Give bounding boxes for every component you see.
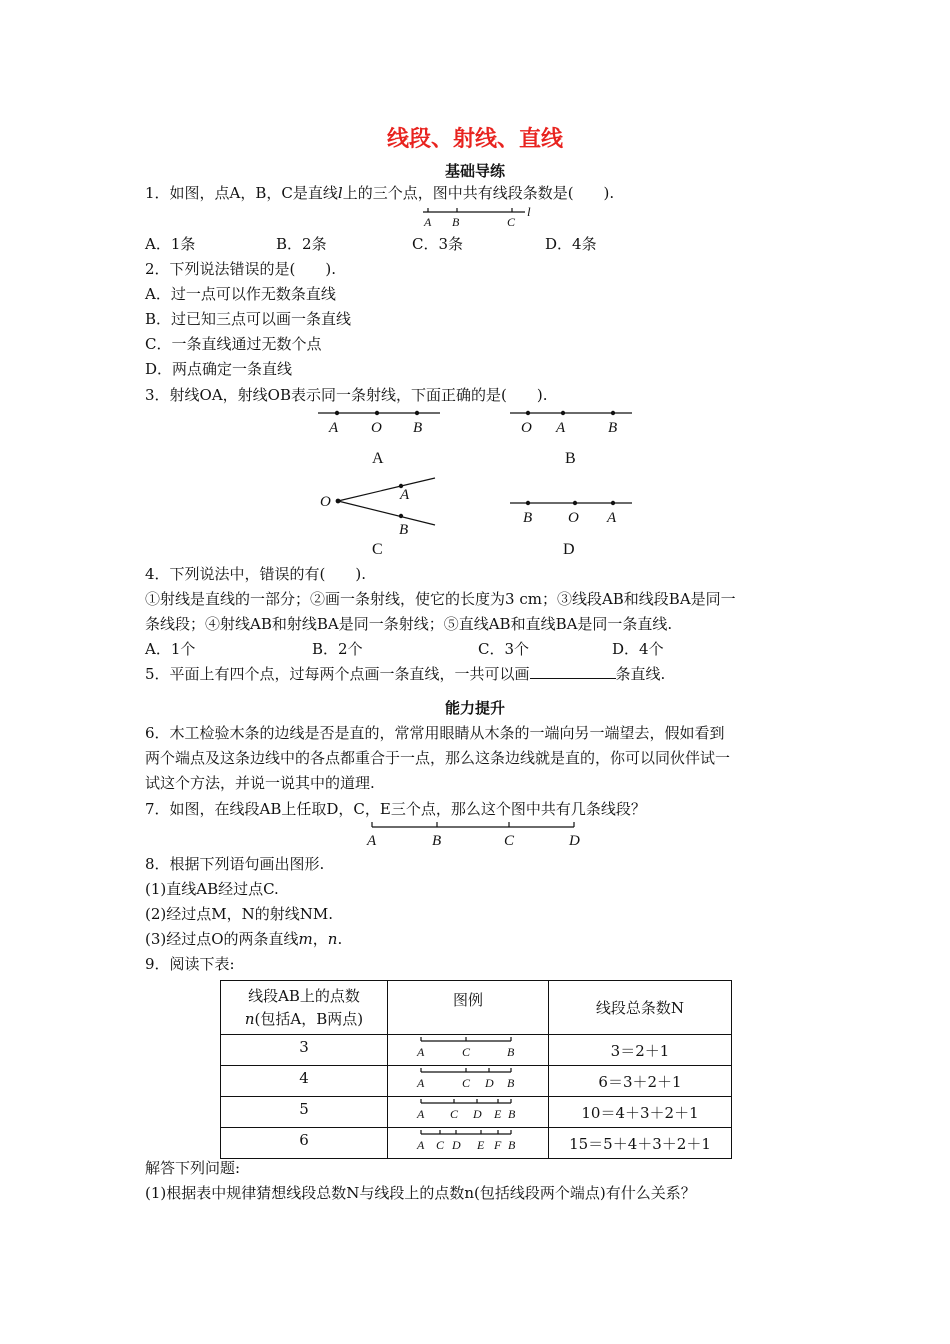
table-row <box>221 1097 732 1128</box>
header-total-segments: 线段总条数N <box>549 981 732 1035</box>
point-label-d: D <box>569 833 580 849</box>
segment-diagram-3 <box>413 1035 523 1061</box>
point-label-c: C <box>504 833 515 849</box>
fig-d-label-b: B <box>523 510 533 526</box>
question-4-option-c: C．3个 <box>478 640 530 658</box>
point-label: C <box>462 1076 471 1090</box>
fig-d-dot-a <box>611 501 615 505</box>
question-8-item-3: (3)经过点O的两条直线m，n. <box>145 930 343 948</box>
points-segments-table <box>220 980 732 1159</box>
fig-b-dot-o <box>526 411 530 415</box>
point-label-b: B <box>452 215 460 229</box>
fig-a-label-b: B <box>413 420 423 436</box>
row-diagram <box>388 1035 549 1066</box>
question-7-figure <box>360 818 590 852</box>
fig-d-dot-b <box>526 501 530 505</box>
fig-b-caption: B <box>565 450 576 467</box>
question-5-stem: 5．平面上有四个点，过每两个点画一条直线，一共可以画 条直线. <box>145 665 666 683</box>
fig-c-label-o: O <box>320 494 331 510</box>
point-label: D <box>452 1138 461 1152</box>
row-total: 3＝2＋1 <box>549 1035 732 1066</box>
table-row <box>221 1128 732 1159</box>
fig-a-dot-a <box>335 411 339 415</box>
point-label: F <box>494 1138 502 1152</box>
segment-diagram-4 <box>413 1066 523 1092</box>
point-label: A <box>417 1138 425 1152</box>
question-2-option-b: B．过已知三点可以画一条直线 <box>145 310 352 328</box>
row-point-count: 4 <box>221 1066 388 1097</box>
point-label: C <box>450 1107 459 1121</box>
row-total: 15＝5＋4＋3＋2＋1 <box>549 1128 732 1159</box>
row-diagram <box>388 1066 549 1097</box>
fig-d-label-o: O <box>568 510 579 526</box>
fig-d-dot-o <box>573 501 577 505</box>
segment-diagram-5 <box>413 1097 523 1123</box>
fig-d-caption: D <box>563 541 575 558</box>
point-label: D <box>485 1076 494 1090</box>
question-9-instructions: 解答下列问题: <box>145 1159 241 1177</box>
question-2-option-a: A．过一点可以作无数条直线 <box>145 285 336 303</box>
table-header-row <box>221 981 732 1035</box>
row-point-count: 5 <box>221 1097 388 1128</box>
point-label-a: A <box>424 215 432 229</box>
page-title: 线段、射线、直线 <box>386 127 563 152</box>
fig-c-ray-oa <box>338 478 435 501</box>
fig-c-label-b: B <box>399 522 409 538</box>
fig-d-label-a: A <box>607 510 617 526</box>
header-point-count: 线段AB上的点数 n(包括A，B两点) <box>221 981 388 1035</box>
point-label-a: A <box>367 833 377 849</box>
question-3-stem: 3．射线OA，射线OB表示同一条射线，下面正确的是( ). <box>145 386 548 404</box>
point-label: B <box>507 1076 515 1090</box>
point-label: E <box>494 1107 502 1121</box>
question-2-stem: 2．下列说法错误的是( ). <box>145 260 337 278</box>
section-heading-advanced: 能力提升 <box>444 699 505 717</box>
fig-c-dot-b <box>399 514 403 518</box>
question-1-option-b: B．2条 <box>276 235 327 253</box>
question-9-sub-1: (1)根据表中规律猜想线段总数N与线段上的点数n(包括线段两个端点)有什么关系？ <box>145 1184 696 1202</box>
fig-a-label-o: O <box>371 420 382 436</box>
fig-a-dot-b <box>415 411 419 415</box>
point-label: B <box>507 1045 515 1059</box>
question-8-item-1: (1)直线AB经过点C. <box>145 880 279 898</box>
question-6-line-2: 两个端点及这条边线中的各点都重合于一点，那么这条边线就是直的，你可以同伙伴试一 <box>145 749 731 767</box>
question-4-option-a: A．1个 <box>145 640 196 658</box>
question-4-stem: 4．下列说法中，错误的有( ). <box>145 565 367 583</box>
fig-c-label-a: A <box>400 487 410 503</box>
question-1-option-c: C．3条 <box>412 235 464 253</box>
point-label: C <box>462 1045 471 1059</box>
line-label-l: l <box>527 204 531 219</box>
question-7-stem: 7．如图，在线段AB上任取D，C，E三个点，那么这个图中共有几条线段？ <box>145 800 646 818</box>
point-label: E <box>477 1138 485 1152</box>
segment-diagram-6 <box>413 1128 523 1154</box>
question-1-option-a: A．1条 <box>145 235 196 253</box>
question-6-line-1: 6．木工检验木条的边线是否是直的，常常用眼睛从木条的一端向另一端望去，假如看到 <box>145 724 725 742</box>
question-4-option-b: B．2个 <box>312 640 363 658</box>
point-label-c: C <box>507 215 516 229</box>
question-3-figures <box>300 400 660 570</box>
section-heading-basic: 基础导练 <box>444 162 505 180</box>
fig-c-caption: C <box>372 541 383 558</box>
header-diagram: 图例 <box>388 981 549 1035</box>
point-label: D <box>473 1107 482 1121</box>
table-row <box>221 1066 732 1097</box>
question-6-line-3: 试这个方法，并说一说其中的道理. <box>145 774 375 792</box>
question-4-option-d: D．4个 <box>612 640 664 658</box>
fig-a-label-a: A <box>329 420 339 436</box>
question-9-stem: 9．阅读下表: <box>145 955 235 973</box>
point-label: A <box>417 1076 425 1090</box>
row-diagram <box>388 1128 549 1159</box>
fig-b-dot-a <box>561 411 565 415</box>
point-label: B <box>508 1107 516 1121</box>
fig-c-dot-o <box>336 499 341 504</box>
question-1-figure <box>415 203 540 230</box>
question-4-body-line-1: ①射线是直线的一部分；②画一条射线，使它的长度为3 cm；③线段AB和线段BA是同一 <box>145 590 736 608</box>
question-8-stem: 8．根据下列语句画出图形. <box>145 855 325 873</box>
fig-a-dot-o <box>375 411 379 415</box>
question-2-option-d: D．两点确定一条直线 <box>145 360 293 378</box>
fig-b-label-o: O <box>521 420 532 436</box>
point-label: B <box>508 1138 516 1152</box>
question-1-stem: 1．如图，点A，B，C是直线l上的三个点，图中共有线段条数是( ). <box>145 184 615 202</box>
question-8-item-2: (2)经过点M，N的射线NM. <box>145 905 333 923</box>
fig-b-label-b: B <box>608 420 618 436</box>
question-2-option-c: C．一条直线通过无数个点 <box>145 335 322 353</box>
point-label-b: B <box>432 833 442 849</box>
question-1-option-d: D．4条 <box>545 235 597 253</box>
row-total: 10＝4＋3＋2＋1 <box>549 1097 732 1128</box>
row-total: 6＝3＋2＋1 <box>549 1066 732 1097</box>
answer-blank <box>530 664 616 679</box>
fig-c-ray-ob <box>338 501 435 525</box>
question-4-body-line-2: 条线段；④射线AB和射线BA是同一条射线；⑤直线AB和直线BA是同一条直线. <box>145 615 673 633</box>
fig-b-dot-b <box>611 411 615 415</box>
row-point-count: 3 <box>221 1035 388 1066</box>
row-point-count: 6 <box>221 1128 388 1159</box>
point-label: A <box>417 1045 425 1059</box>
point-label: C <box>436 1138 445 1152</box>
point-label: A <box>417 1107 425 1121</box>
table-row <box>221 1035 732 1066</box>
fig-a-caption: A <box>372 450 384 467</box>
row-diagram <box>388 1097 549 1128</box>
fig-b-label-a: A <box>556 420 566 436</box>
